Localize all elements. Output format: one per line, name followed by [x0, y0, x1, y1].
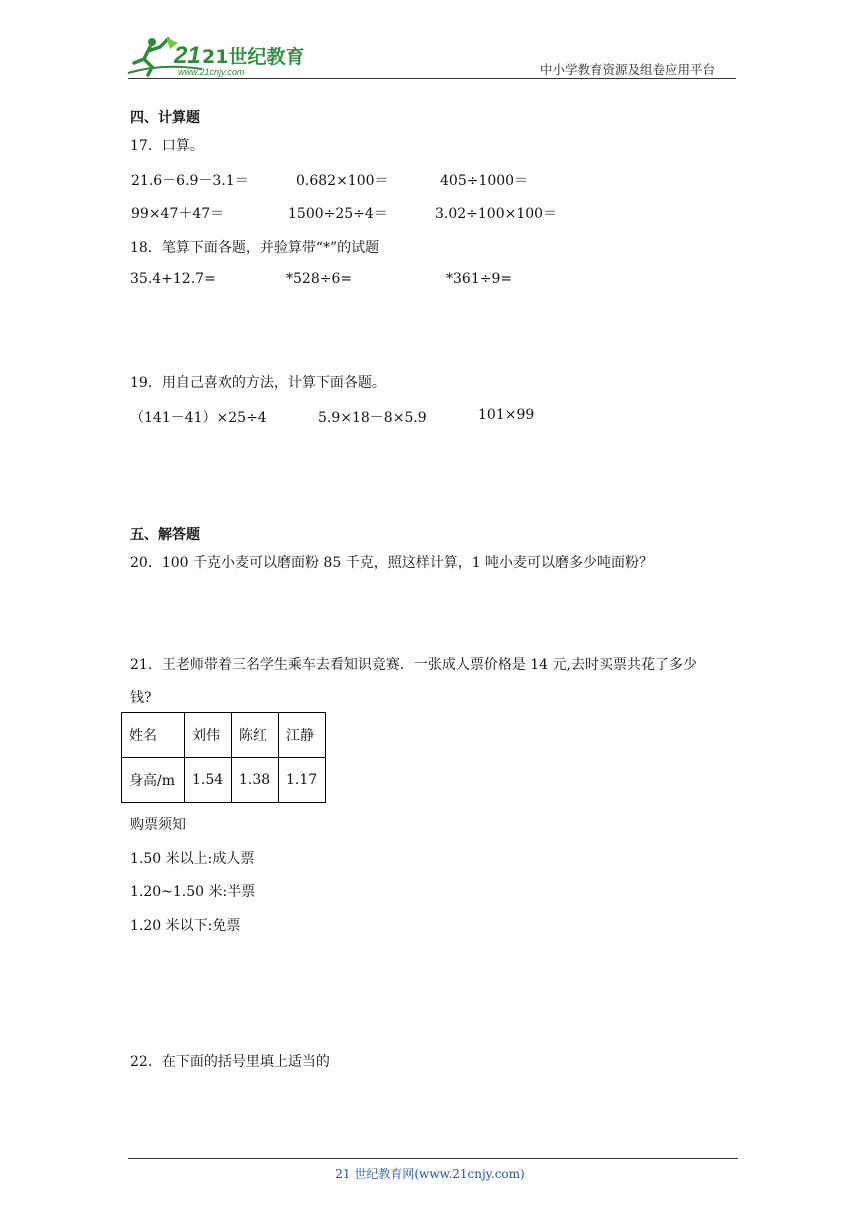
table-cell: 陈红 — [232, 713, 279, 758]
table-cell: 1.38 — [232, 758, 279, 803]
table-row — [122, 758, 326, 803]
height-table — [121, 712, 326, 803]
question-22: 22．在下面的括号里填上适当的 — [130, 1054, 330, 1070]
question-19-label: 19．用自己喜欢的方法，计算下面各题。 — [130, 375, 386, 391]
table-cell: 1.17 — [279, 758, 326, 803]
section-title-calculation: 四、计算题 — [130, 110, 200, 126]
notice-title: 购票须知 — [130, 817, 186, 833]
table-cell: 身高/m — [122, 758, 185, 803]
q17-item-1: 21.6－6.9－3.1＝ — [131, 173, 249, 189]
table-cell: 刘伟 — [185, 713, 232, 758]
svg-text:www.21cnjy.com: www.21cnjy.com — [178, 67, 245, 77]
q17-item-5: 1500÷25÷4＝ — [288, 206, 388, 222]
q19-item-1: （141－41）×25÷4 — [130, 410, 267, 426]
question-20: 20．100 千克小麦可以磨面粉 85 千克，照这样计算，1 吨小麦可以磨多少吨面粉？ — [130, 555, 654, 571]
table-cell: 1.54 — [185, 758, 232, 803]
q18-item-1: 35.4+12.7= — [130, 271, 216, 287]
q17-item-4: 99×47＋47＝ — [131, 206, 225, 222]
notice-item-half: 1.20~1.50 米:半票 — [130, 884, 256, 900]
notice-item-free: 1.20 米以下:免票 — [130, 918, 241, 934]
question-18-label: 18．笔算下面各题，并验算带“*”的试题 — [130, 240, 380, 256]
footer-link[interactable]: 21 世纪教育网(www.21cnjy.com) — [335, 1167, 525, 1181]
table-cell: 姓名 — [122, 713, 185, 758]
notice-item-adult: 1.50 米以上:成人票 — [130, 851, 255, 867]
platform-name: 中小学教育资源及组卷应用平台 — [540, 62, 716, 77]
runner-logo-icon — [122, 33, 305, 79]
header-divider — [128, 78, 736, 79]
question-21-line-2: 钱? — [130, 690, 152, 706]
table-cell: 江静 — [279, 713, 326, 758]
q19-item-3: 101×99 — [478, 407, 535, 423]
question-21-line-1: 21．王老师带着三名学生乘车去看知识竞赛．一张成人票价格是 14 元,去时买票共花了多少 — [130, 657, 697, 673]
q17-item-6: 3.02÷100×100＝ — [435, 206, 558, 222]
q19-item-2: 5.9×18－8×5.9 — [318, 410, 427, 426]
q17-item-3: 405÷1000＝ — [440, 173, 529, 189]
section-title-word-problems: 五、解答题 — [130, 527, 200, 543]
site-logo — [122, 33, 305, 79]
question-17-label: 17．口算。 — [130, 138, 204, 154]
table-header-row — [122, 713, 326, 758]
svg-text:21世纪教育: 21世纪教育 — [202, 46, 305, 68]
svg-text:21: 21 — [174, 42, 201, 69]
q17-item-2: 0.682×100＝ — [296, 173, 389, 189]
q18-item-3: *361÷9= — [446, 271, 513, 287]
q18-item-2: *528÷6= — [286, 271, 353, 287]
footer-divider — [128, 1158, 738, 1159]
